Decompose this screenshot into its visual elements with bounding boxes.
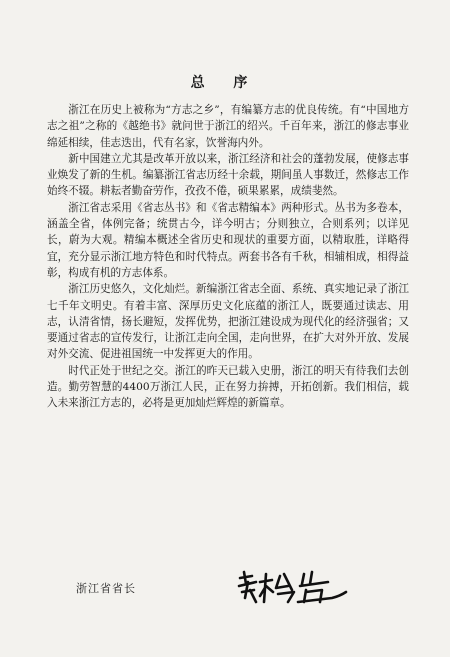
paragraph: 浙江省志采用《省志丛书》和《省志精编本》两种形式。丛书为多卷本，涵盖全省，体例完备；统贯古今，详今明古；分则独立，合则系列；以详见长，蔚为大观。精编本概述全省历史和现状的重要方面，以精取胜，详略得宜，充分显示浙江地方特色和时代特点。两套书各有千秋，相辅相成，相得益彰，构成有机的方志体系。 (47, 201, 409, 279)
signature-block (76, 568, 396, 608)
signature-title: 浙江省省长 (76, 582, 136, 595)
handwritten-signature (236, 568, 356, 608)
page-title: 总 序 (190, 75, 260, 91)
paragraph: 时代正处于世纪之交。浙江的昨天已载入史册，浙江的明天有待我们去创造。勤劳智慧的4400万浙江人民，正在努力拚搏，开拓创新。我们相信，载入未来浙江方志的，必将是更加灿烂辉煌的新篇章。 (47, 364, 409, 410)
paragraph: 浙江在历史上被称为“方志之乡”，有编纂方志的优良传统。有“中国地方志之祖”之称的《越绝书》就问世于浙江的绍兴。千百年来，浙江的修志事业绵延相续，佳志迭出，代有名家，饮誉海内外。 (47, 104, 409, 149)
paragraph: 新中国建立尤其是改革开放以来，浙江经济和社会的蓬勃发展，使修志事业焕发了新的生机。编纂浙江省志历经十余载，期间虽人事数迁，然修志工作始终不辍。耕耘者勤奋劳作，孜孜不倦，硕果累累，成绩斐然。 (47, 152, 409, 198)
preface-body (47, 102, 409, 412)
paragraph: 浙江历史悠久，文化灿烂。新编浙江省志全面、系统、真实地记录了浙江七千年文明史。有着丰富、深厚历史文化底蕴的浙江人，既要通过读志、用志，认清省情，扬长避短，发挥优势，把浙江建设成为现代化的经济强省；又要通过省志的宣传发行，让浙江走向全国，走向世界，在扩大对外开放、发展对外交流、促进祖国统一中发挥更大的作用。 (47, 283, 409, 361)
